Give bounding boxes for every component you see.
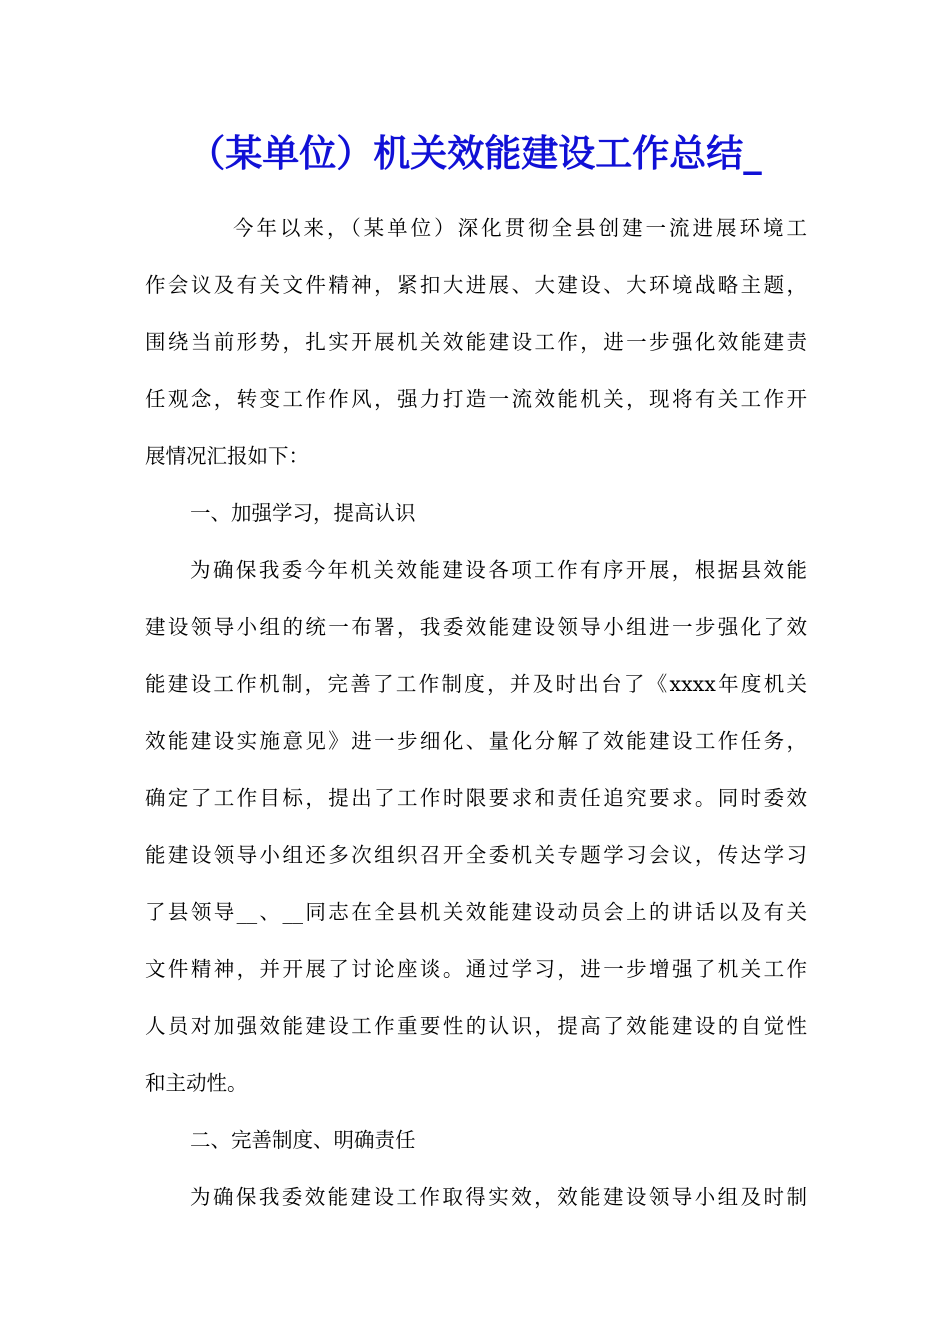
paragraph-line: 任观念，转变工作作风，强力打造一流效能机关，现将有关工作开 bbox=[145, 387, 807, 411]
paragraph-line: 为确保我委今年机关效能建设各项工作有序开展，根据县效能 bbox=[190, 558, 807, 582]
paragraph-line: 和主动性。 bbox=[145, 1071, 248, 1095]
paragraph-line: 了县领导__、__同志在全县机关效能建设动员会上的讲话以及有关 bbox=[145, 900, 807, 924]
paragraph-line: 建设领导小组的统一布署，我委效能建设领导小组进一步强化了效 bbox=[145, 615, 807, 639]
section-heading: 二、完善制度、明确责任 bbox=[190, 1128, 416, 1152]
paragraph-line: 能建设工作机制，完善了工作制度，并及时出台了《xxxx年度机关 bbox=[145, 672, 807, 696]
paragraph-line: 今年以来，（某单位）深化贯彻全县创建一流进展环境工 bbox=[233, 216, 807, 240]
document-body bbox=[145, 200, 807, 1226]
paragraph-line: 围绕当前形势，扎实开展机关效能建设工作，进一步强化效能建责 bbox=[145, 330, 807, 354]
paragraph-line: 展情况汇报如下： bbox=[145, 444, 309, 468]
paragraph-line: 作会议及有关文件精神，紧扣大进展、大建设、大环境战略主题， bbox=[145, 273, 807, 297]
paragraph-line: 为确保我委效能建设工作取得实效，效能建设领导小组及时制 bbox=[190, 1185, 807, 1209]
paragraph-line: 文件精神，并开展了讨论座谈。通过学习，进一步增强了机关工作 bbox=[145, 957, 807, 981]
paragraph-line: 确定了工作目标，提出了工作时限要求和责任追究要求。同时委效 bbox=[145, 786, 807, 810]
paragraph-line: 能建设领导小组还多次组织召开全委机关专题学习会议，传达学习 bbox=[145, 843, 807, 867]
section-heading: 一、加强学习，提高认识 bbox=[190, 501, 416, 525]
paragraph-line: 效能建设实施意见》进一步细化、量化分解了效能建设工作任务， bbox=[145, 729, 807, 753]
document-title: （某单位）机关效能建设工作总结_ bbox=[188, 132, 762, 175]
paragraph-line: 人员对加强效能建设工作重要性的认识，提高了效能建设的自觉性 bbox=[145, 1014, 807, 1038]
